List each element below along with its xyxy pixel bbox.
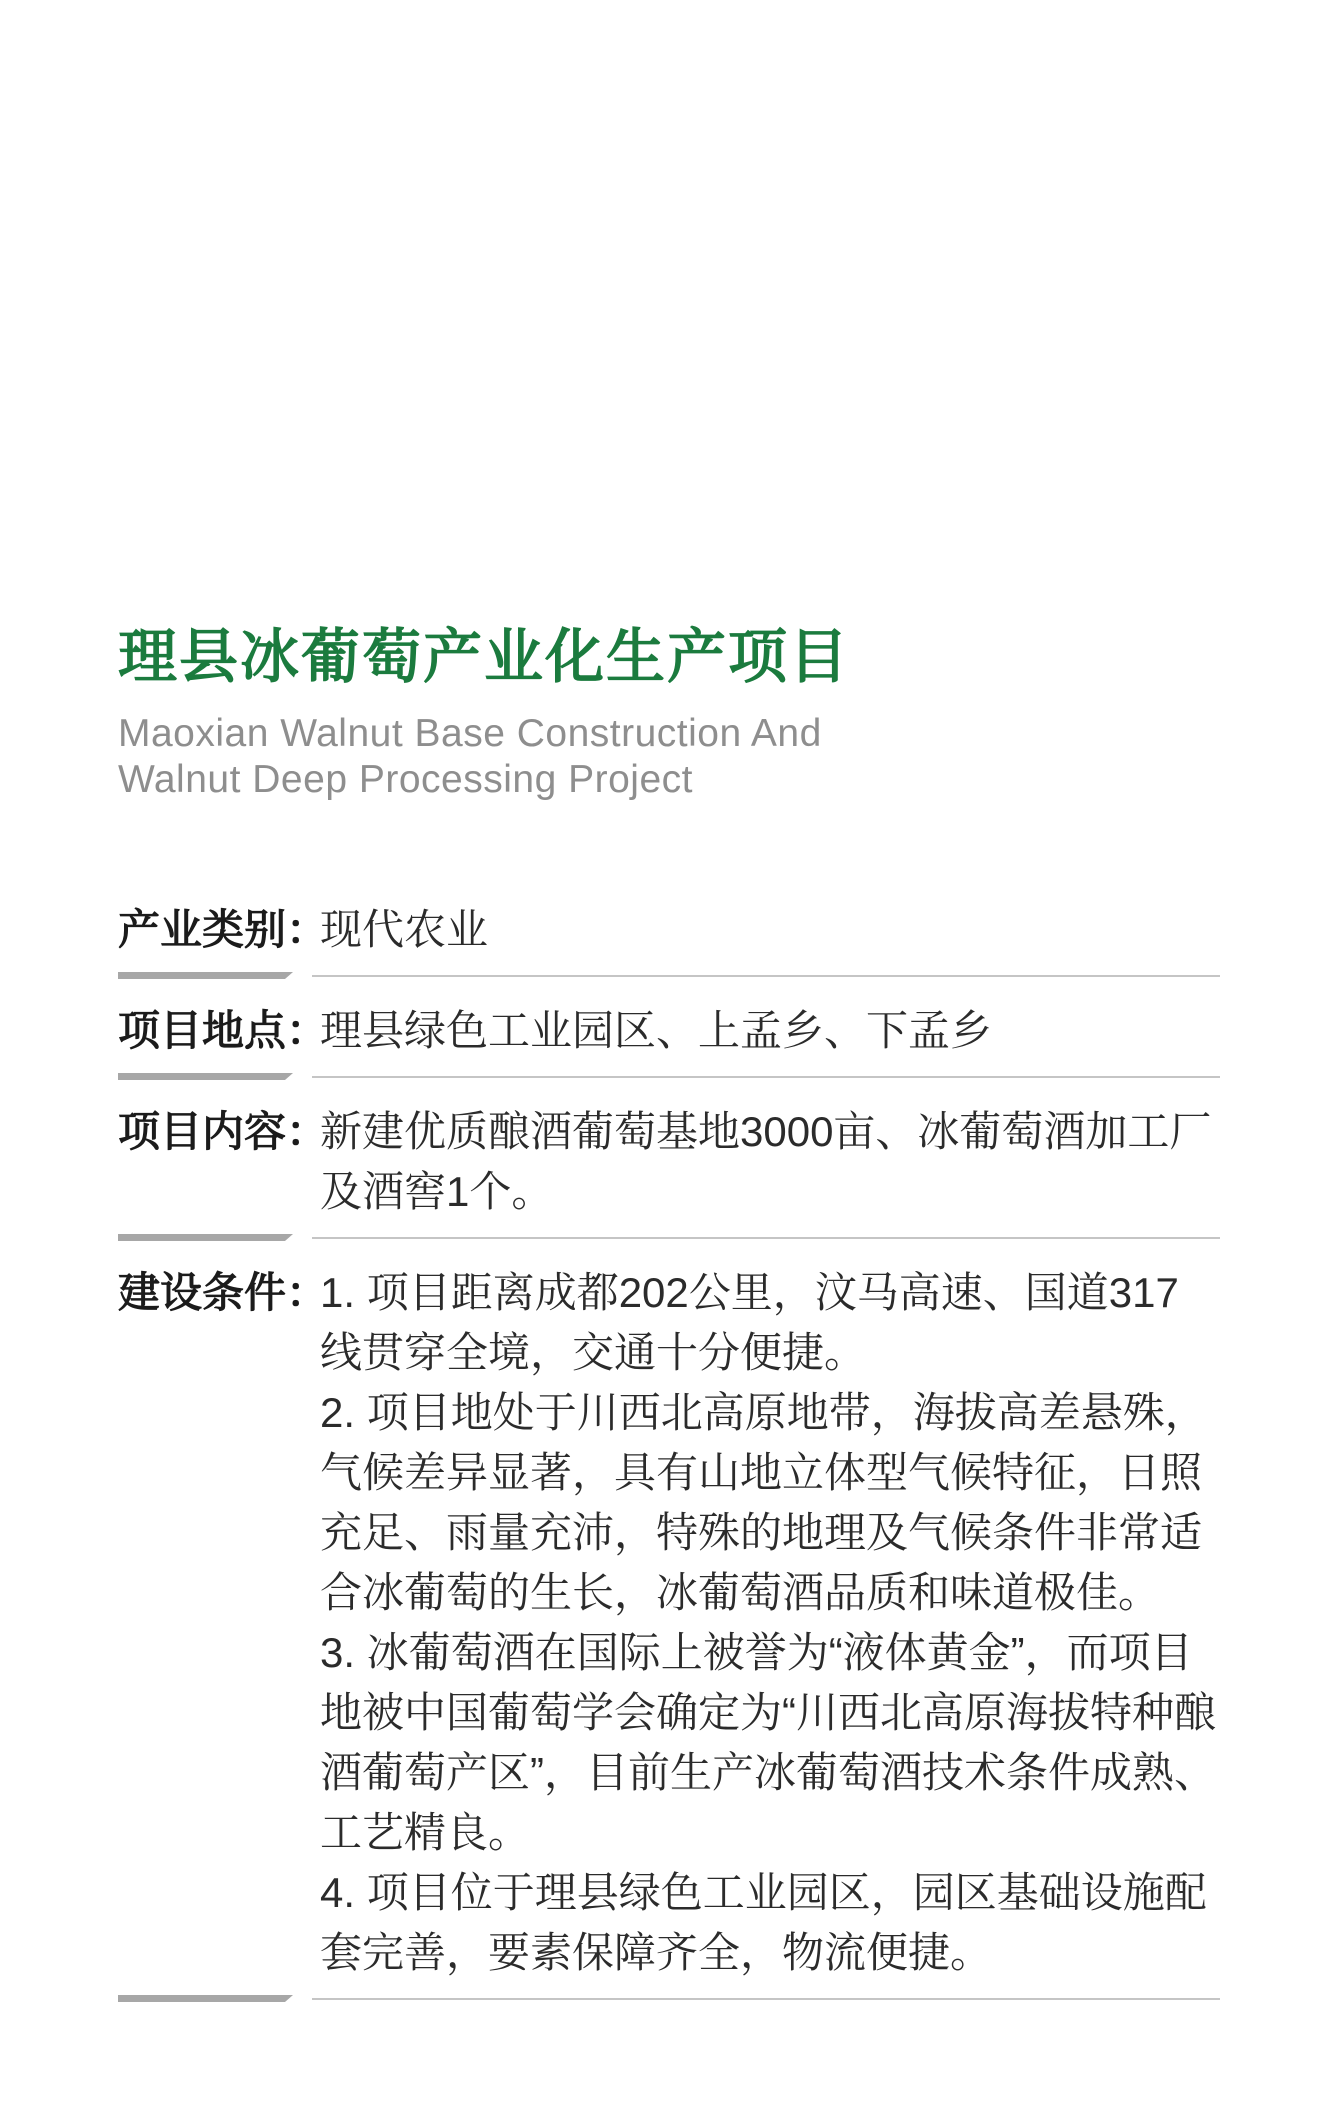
field-value-construction-conditions — [320, 1263, 1220, 1983]
page-subtitle-line-2: Walnut Deep Processing Project — [118, 758, 693, 801]
divider-line — [312, 1237, 1220, 1239]
field-label-project-content: 项目内容： — [118, 1108, 329, 1155]
construction-condition-item-3: 3. 冰葡萄酒在国际上被誉为“液体黄金”，而项目地被中国葡萄学会确定为“川西北高原海拔特种酿酒葡萄产区”，目前生产冰葡萄酒技术条件成熟、工艺精良。 — [320, 1629, 1216, 1856]
field-label-industry-category: 产业类别： — [118, 906, 329, 953]
page-subtitle-line-1: Maoxian Walnut Base Construction And — [118, 712, 822, 755]
page-title: 理县冰葡萄产业化生产项目 — [118, 624, 851, 690]
construction-condition-item-2: 2. 项目地处于川西北高原地带，海拔高差悬殊，气候差异显著，具有山地立体型气候特征，日照充足、雨量充沛，特殊的地理及气候条件非常适合冰葡萄的生长，冰葡萄酒品质和味道极佳。 — [320, 1389, 1207, 1616]
divider-bar — [118, 1073, 293, 1080]
page-subtitle — [118, 711, 1220, 803]
field-list — [118, 900, 1220, 2002]
construction-condition-item-1: 1. 项目距离成都202公里，汶马高速、国道317线贯穿全境，交通十分便捷。 — [320, 1269, 1179, 1376]
construction-condition-item-4: 4. 项目位于理县绿色工业园区，园区基础设施配套完善，要素保障齐全，物流便捷。 — [320, 1869, 1207, 1976]
field-value-project-content: 新建优质酿酒葡萄基地3000亩、冰葡萄酒加工厂及酒窖1个。 — [320, 1108, 1212, 1215]
section-divider — [118, 972, 1220, 979]
field-value-project-location: 理县绿色工业园区、上孟乡、下孟乡 — [320, 1007, 993, 1054]
field-value-industry-category: 现代农业 — [320, 906, 489, 953]
divider-bar — [118, 1234, 293, 1241]
field-label-project-location: 项目地点： — [118, 1007, 329, 1054]
section-divider — [118, 1073, 1220, 1080]
field-row-project-location — [118, 1001, 1220, 1061]
field-row-construction-conditions — [118, 1263, 1220, 1983]
section-divider — [118, 1995, 1220, 2002]
field-row-industry-category — [118, 900, 1220, 960]
divider-bar — [118, 972, 293, 979]
divider-line — [312, 1998, 1220, 2000]
field-row-project-content — [118, 1102, 1220, 1222]
divider-bar — [118, 1995, 293, 2002]
field-label-construction-conditions: 建设条件： — [118, 1269, 329, 1316]
divider-line — [312, 975, 1220, 977]
section-divider — [118, 1234, 1220, 1241]
divider-line — [312, 1076, 1220, 1078]
